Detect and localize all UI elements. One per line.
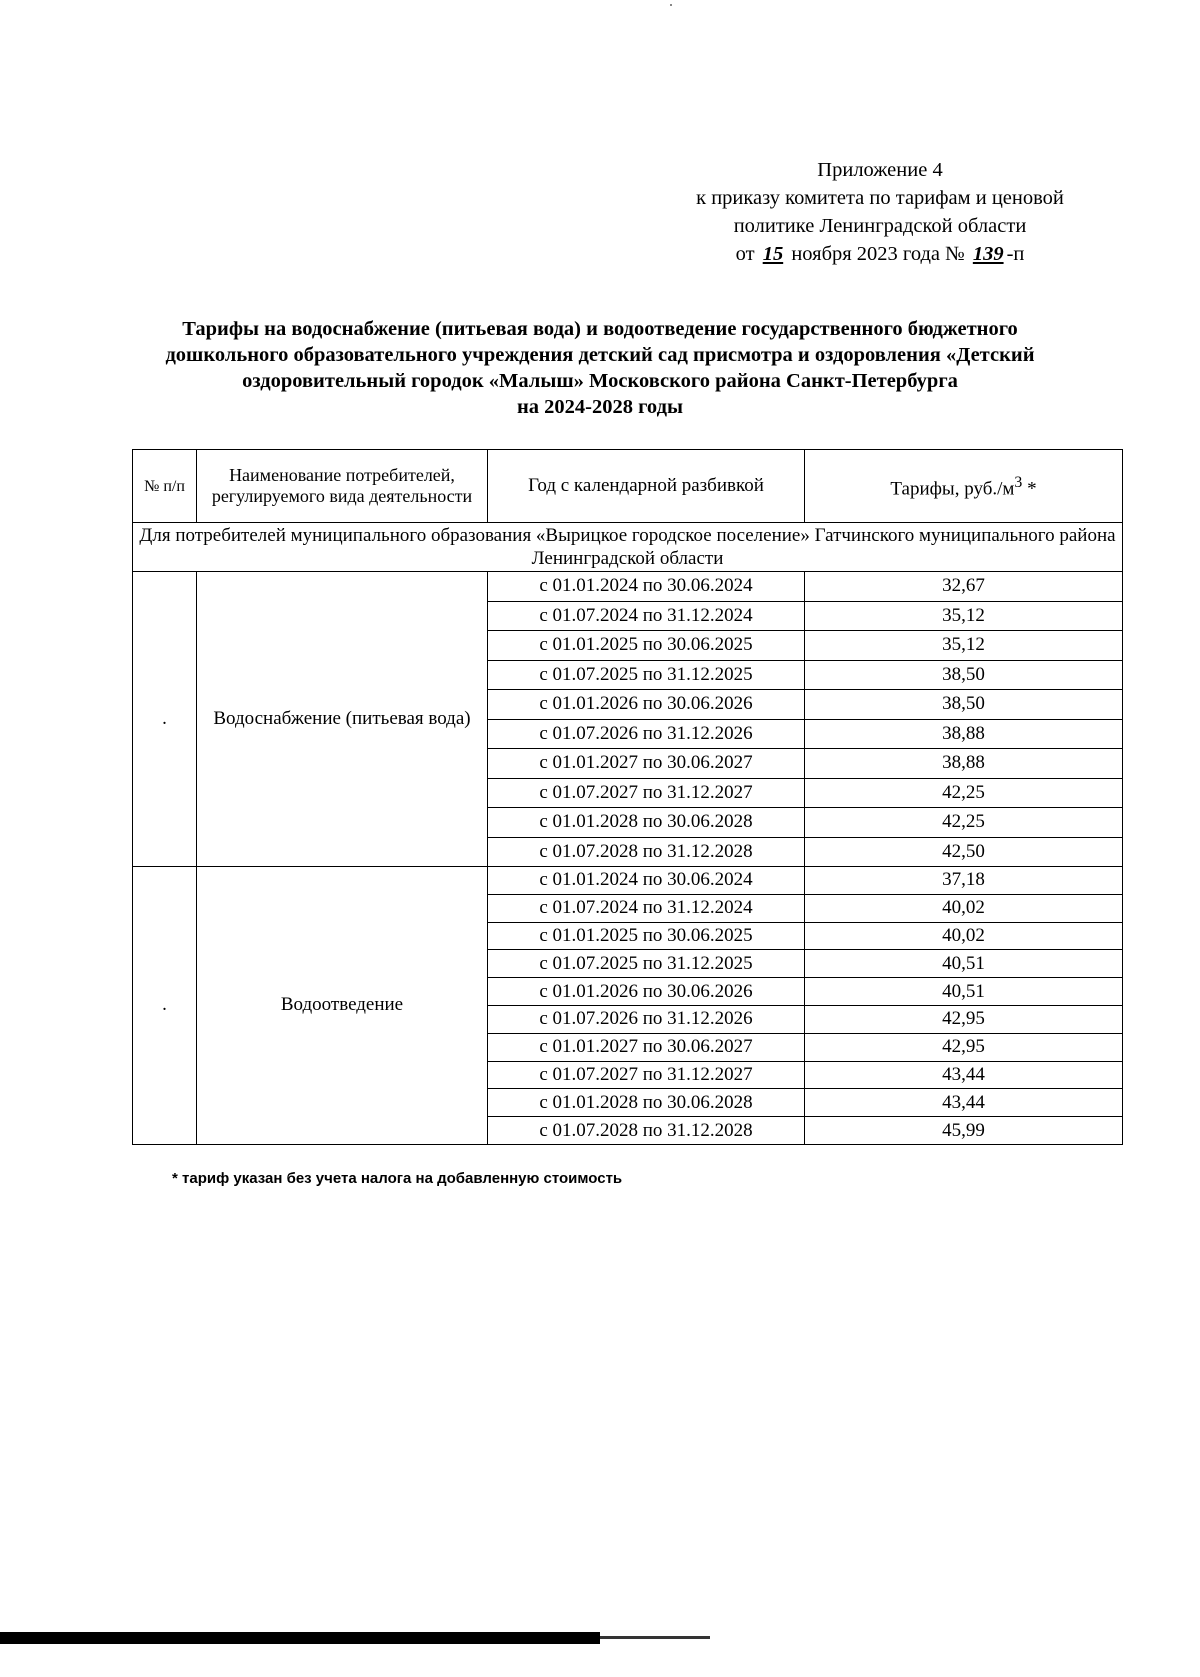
section-label: Для потребителей муниципального образования «Вырицкое городское поселение» Гатчинского муниципального района Ленинградской области: [133, 523, 1123, 572]
approval-block: [650, 156, 1110, 268]
approval-line-2: к приказу комитета по тарифам и ценовой: [696, 187, 1064, 209]
tariff-value-cell: 42,95: [805, 1033, 1123, 1061]
approval-line-4: [650, 240, 1110, 268]
group-name: Водоотведение: [197, 867, 488, 1145]
period-cell: с 01.01.2027 по 30.06.2027: [488, 1033, 805, 1061]
group-number: .: [133, 572, 197, 867]
tariff-value-cell: 40,51: [805, 978, 1123, 1006]
header-tariff-label: Тарифы, руб./м: [890, 478, 1015, 500]
group-name: Водоснабжение (питьевая вода): [197, 572, 488, 867]
header-name: Наименование потребителей, регулируемого вида деятельности: [197, 450, 488, 523]
title-line-4: на 2024-2028 годы: [517, 396, 683, 418]
tariff-value-cell: 43,44: [805, 1061, 1123, 1089]
period-cell: с 01.07.2024 по 31.12.2024: [488, 894, 805, 922]
table-row: [133, 572, 1123, 602]
approval-suffix: -п: [1006, 243, 1025, 265]
tariff-value-cell: 42,95: [805, 1005, 1123, 1033]
period-cell: с 01.01.2024 по 30.06.2024: [488, 572, 805, 602]
header-tariff-sup: 3: [1014, 473, 1023, 491]
tariff-value-cell: 32,67: [805, 572, 1123, 602]
header-num: № п/п: [133, 450, 197, 523]
tariff-value-cell: 35,12: [805, 601, 1123, 631]
tariff-value-cell: 35,12: [805, 631, 1123, 661]
scan-speck: [670, 4, 672, 6]
table-header-row: [133, 450, 1123, 523]
tariff-value-cell: 40,02: [805, 922, 1123, 950]
tariff-value-cell: 43,44: [805, 1089, 1123, 1117]
period-cell: с 01.07.2027 по 31.12.2027: [488, 778, 805, 808]
period-cell: с 01.07.2026 по 31.12.2026: [488, 719, 805, 749]
period-cell: с 01.07.2024 по 31.12.2024: [488, 601, 805, 631]
period-cell: с 01.01.2025 по 30.06.2025: [488, 922, 805, 950]
period-cell: с 01.01.2026 по 30.06.2026: [488, 690, 805, 720]
period-cell: с 01.01.2028 по 30.06.2028: [488, 808, 805, 838]
period-cell: с 01.01.2024 по 30.06.2024: [488, 867, 805, 895]
period-cell: с 01.07.2028 по 31.12.2028: [488, 837, 805, 867]
tariff-value-cell: 45,99: [805, 1117, 1123, 1145]
tariff-value-cell: 38,88: [805, 749, 1123, 779]
tariff-value-cell: 37,18: [805, 867, 1123, 895]
scan-edge-tail: [600, 1636, 710, 1639]
tariff-value-cell: 38,50: [805, 690, 1123, 720]
scan-edge-bar: [0, 1632, 600, 1644]
section-row: [133, 523, 1123, 572]
tariff-value-cell: 38,88: [805, 719, 1123, 749]
header-period: Год с календарной разбивкой: [488, 450, 805, 523]
header-tariff: [805, 450, 1123, 523]
approval-prefix: от: [735, 243, 755, 265]
period-cell: с 01.01.2025 по 30.06.2025: [488, 631, 805, 661]
footnote: * тариф указан без учета налога на добавленную стоимость: [172, 1170, 623, 1187]
period-cell: с 01.01.2027 по 30.06.2027: [488, 749, 805, 779]
header-tariff-star: *: [1022, 478, 1037, 500]
tariffs-table: [132, 449, 1123, 1145]
period-cell: с 01.01.2026 по 30.06.2026: [488, 978, 805, 1006]
tariff-value-cell: 42,25: [805, 808, 1123, 838]
period-cell: с 01.01.2028 по 30.06.2028: [488, 1089, 805, 1117]
approval-line-3: политике Ленинградской области: [733, 215, 1027, 237]
title-line-1: Тарифы на водоснабжение (питьевая вода) и водоотведение государственного бюджетного: [182, 318, 1018, 340]
group-number: .: [133, 867, 197, 1145]
period-cell: с 01.07.2025 по 31.12.2025: [488, 950, 805, 978]
period-cell: с 01.07.2025 по 31.12.2025: [488, 660, 805, 690]
tariff-value-cell: 40,51: [805, 950, 1123, 978]
table-row: [133, 867, 1123, 895]
handwritten-number: 139: [972, 243, 1004, 265]
period-cell: с 01.07.2026 по 31.12.2026: [488, 1005, 805, 1033]
tariff-value-cell: 38,50: [805, 660, 1123, 690]
handwritten-day: 15: [762, 243, 784, 265]
approval-date-text: ноября 2023 года №: [791, 243, 965, 265]
title-line-3: оздоровительный городок «Малыш» Московского района Санкт-Петербурга: [242, 370, 958, 392]
period-cell: с 01.07.2027 по 31.12.2027: [488, 1061, 805, 1089]
period-cell: с 01.07.2028 по 31.12.2028: [488, 1117, 805, 1145]
document-title: [100, 316, 1100, 420]
approval-line-1: Приложение 4: [817, 159, 943, 181]
title-line-2: дошкольного образовательного учреждения детский сад присмотра и оздоровления «Детский: [165, 344, 1035, 366]
tariff-value-cell: 40,02: [805, 894, 1123, 922]
tariff-value-cell: 42,25: [805, 778, 1123, 808]
tariff-value-cell: 42,50: [805, 837, 1123, 867]
